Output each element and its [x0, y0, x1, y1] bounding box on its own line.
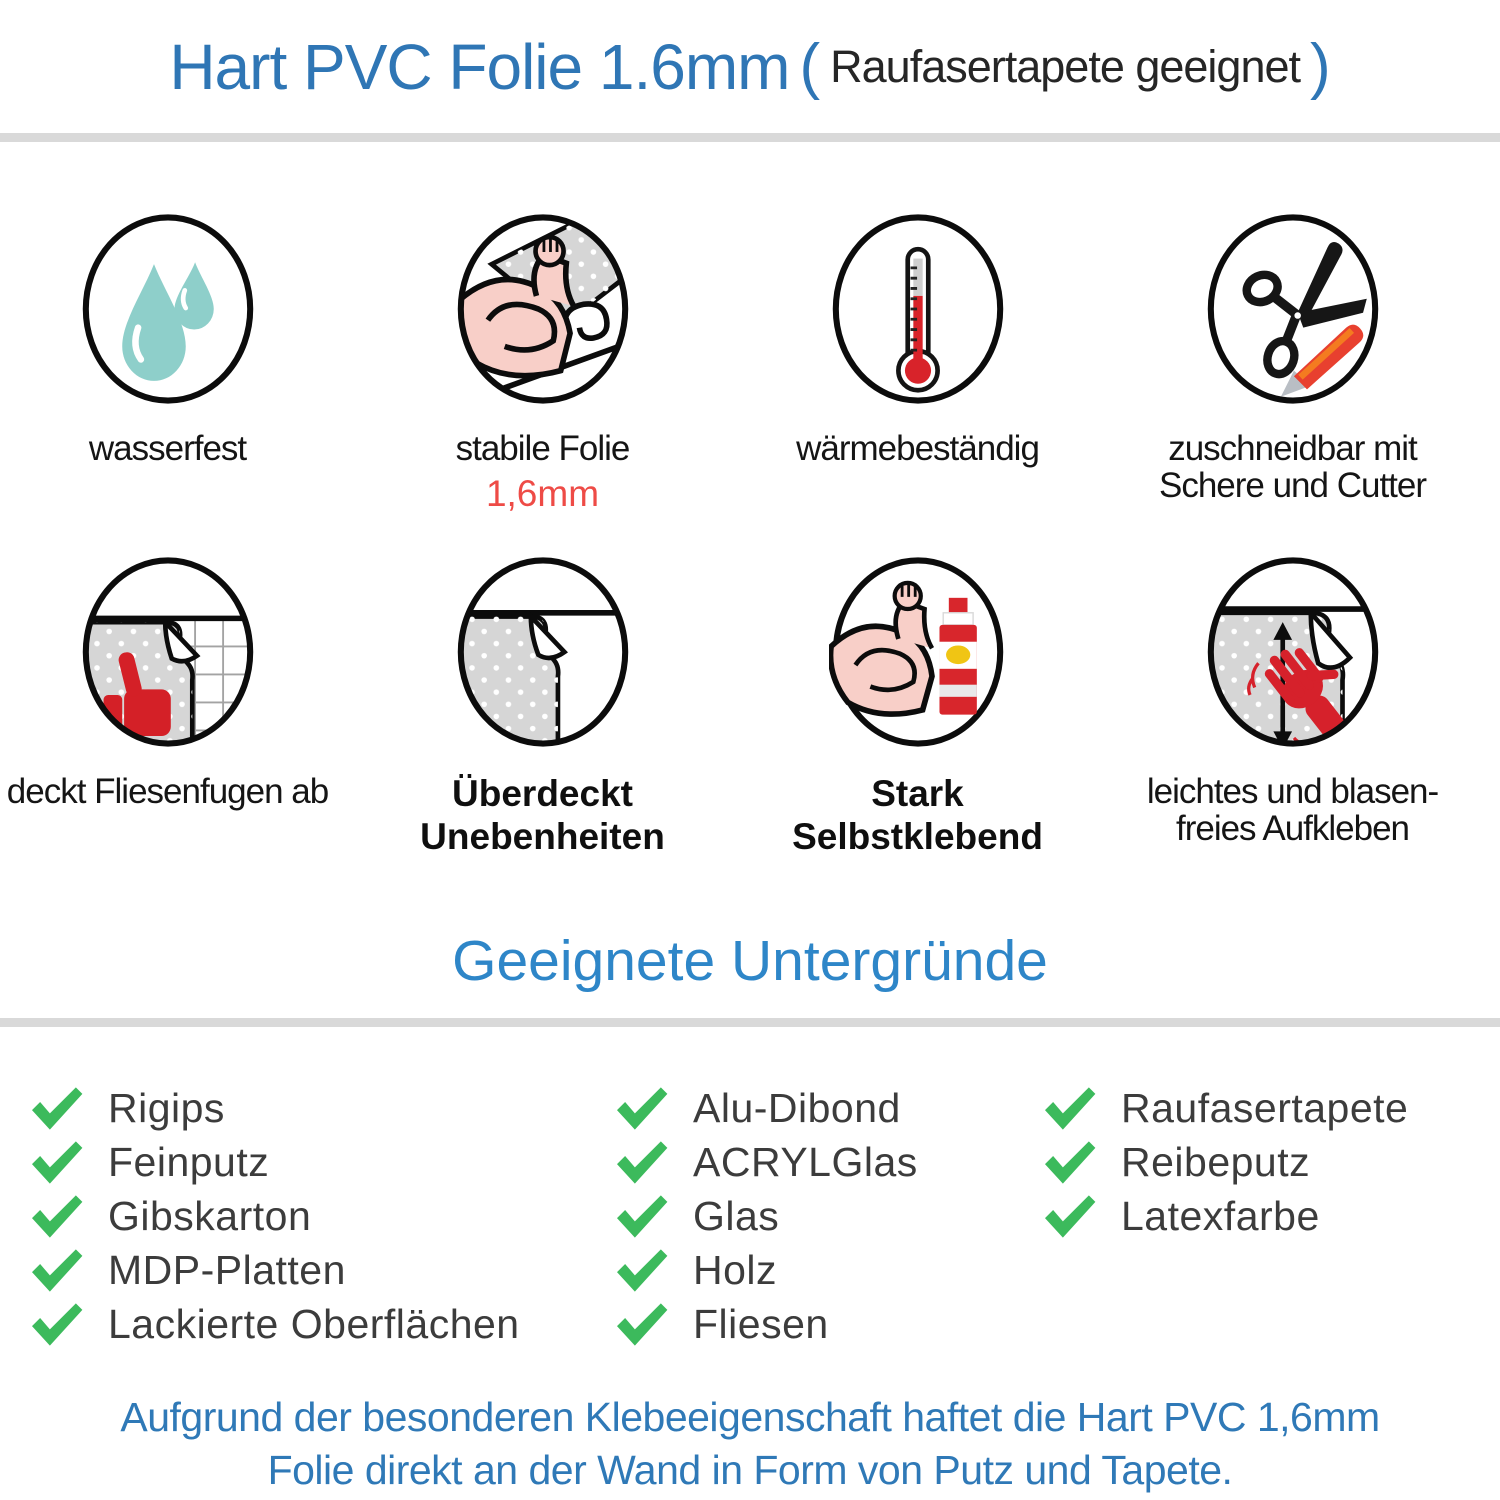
bubble-free-icon — [1204, 553, 1382, 751]
feature-covers-unevenness — [355, 553, 730, 858]
scissors-cutter-icon — [1204, 210, 1382, 408]
substrate-label: ACRYLGlas — [693, 1138, 918, 1185]
list-item — [617, 1243, 1045, 1297]
substrate-label: Glas — [693, 1192, 780, 1239]
list-item — [617, 1081, 1045, 1135]
thickness-value: 1,6mm — [485, 473, 600, 515]
tile-joints-icon — [79, 553, 257, 751]
muscle-foil-icon — [454, 210, 632, 408]
substrate-label: Fliesen — [693, 1300, 829, 1347]
feature-bubble-free — [1105, 553, 1480, 858]
feature-label: stabile Folie — [455, 429, 630, 468]
water-drops-icon — [79, 210, 257, 408]
substrates-divider — [0, 1018, 1500, 1027]
substrate-label: Raufasertapete — [1121, 1084, 1409, 1131]
list-item — [1045, 1135, 1500, 1189]
feature-label: wasserfest — [88, 429, 247, 468]
feature-label: Überdeckt Unebenheiten — [420, 773, 665, 857]
substrate-label: Latexfarbe — [1121, 1192, 1320, 1239]
list-item — [617, 1297, 1045, 1351]
check-icon — [32, 1303, 84, 1346]
footer-line-2: Folie direkt an der Wand in Form von Putz und Tapete. — [267, 1447, 1233, 1494]
feature-label: Stark Selbstklebend — [792, 773, 1043, 857]
feature-waterproof — [0, 210, 355, 515]
list-item — [32, 1297, 617, 1351]
feature-label: deckt Fliesenfugen ab — [6, 772, 329, 812]
check-icon — [617, 1087, 669, 1130]
substrate-label: Rigips — [108, 1084, 225, 1131]
check-icon — [617, 1249, 669, 1292]
substrates-column-1 — [32, 1081, 617, 1351]
check-icon — [32, 1087, 84, 1130]
substrates-list — [0, 1081, 1500, 1351]
check-icon — [32, 1195, 84, 1238]
feature-heat-resistant — [730, 210, 1105, 515]
substrate-label: Holz — [693, 1246, 778, 1293]
feature-covers-tile-joints — [0, 553, 355, 858]
substrates-column-2 — [617, 1081, 1045, 1351]
thermometer-icon — [829, 210, 1007, 408]
check-icon — [1045, 1087, 1097, 1130]
list-item — [32, 1189, 617, 1243]
substrate-label: MDP-Platten — [108, 1246, 346, 1293]
substrate-label: Gibskarton — [108, 1192, 312, 1239]
strong-adhesive-icon — [829, 553, 1007, 751]
list-item — [617, 1135, 1045, 1189]
covers-unevenness-icon — [454, 553, 632, 751]
check-icon — [617, 1195, 669, 1238]
paren-open: ( — [799, 31, 821, 101]
check-icon — [617, 1303, 669, 1346]
substrate-label: Feinputz — [108, 1138, 270, 1185]
substrate-label: Alu-Dibond — [693, 1084, 901, 1131]
substrate-label: Reibeputz — [1121, 1138, 1311, 1185]
list-item — [32, 1135, 617, 1189]
check-icon — [32, 1141, 84, 1184]
substrate-label: Lackierte Oberflächen — [108, 1300, 520, 1347]
feature-label: zuschneidbar mit Schere und Cutter — [1158, 429, 1427, 506]
list-item — [617, 1189, 1045, 1243]
feature-grid — [0, 210, 1480, 858]
check-icon — [32, 1249, 84, 1292]
list-item — [1045, 1189, 1500, 1243]
check-icon — [617, 1141, 669, 1184]
feature-cuttable — [1105, 210, 1480, 515]
footer-line-1: Aufgrund der besonderen Klebeeigenschaft haftet die Hart PVC 1,6mm — [120, 1394, 1380, 1441]
page-header — [0, 0, 1500, 133]
feature-label: wärmebeständig — [796, 429, 1039, 468]
paren-close: ) — [1310, 31, 1331, 101]
page-title: Hart PVC Folie 1.6mm — [169, 30, 790, 103]
substrates-title: Geeignete Untergründe — [452, 929, 1048, 994]
substrates-column-3 — [1045, 1081, 1500, 1351]
page-subtitle: Raufasertapete geeignet — [830, 40, 1301, 92]
feature-strong-adhesive — [730, 553, 1105, 858]
list-item — [1045, 1081, 1500, 1135]
check-icon — [1045, 1195, 1097, 1238]
list-item — [32, 1081, 617, 1135]
feature-label: leichtes und blasen- freies Aufkleben — [1146, 772, 1439, 849]
list-item — [32, 1243, 617, 1297]
footer-note — [0, 1391, 1500, 1498]
header-divider — [0, 133, 1500, 142]
check-icon — [1045, 1141, 1097, 1184]
feature-stable-foil — [355, 210, 730, 515]
